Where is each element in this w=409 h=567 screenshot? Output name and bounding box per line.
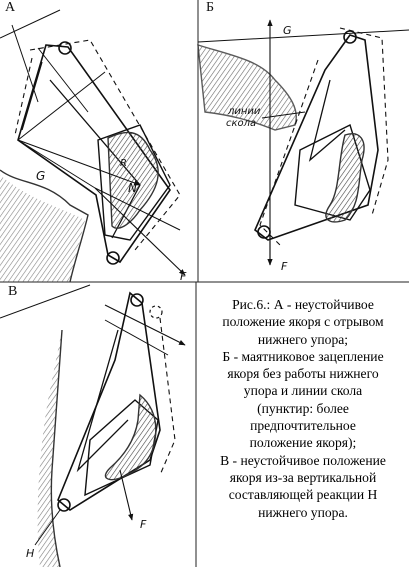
panel-c-label-f: F [140,518,147,531]
caption-line: предпочтительное [250,418,356,434]
panel-b-label-lines: линии [228,106,261,117]
panel-b-letter: Б [206,0,215,15]
figure-caption [200,296,406,521]
panel-a-label-g: G [36,169,46,183]
caption-line: нижнего упора; [257,331,349,347]
panel-c-drawing [0,285,185,567]
caption-line: В - неустойчивое положение [220,452,386,468]
panel-a-label-r: R [120,158,127,169]
caption-line: упора и линии скола [243,383,363,399]
caption-line: якоря из-за вертикальной [229,469,377,485]
caption-line: якоря без работы нижнего [227,366,379,382]
panel-a-drawing [0,10,185,282]
caption-line: положение якоря); [249,435,357,451]
panel-a-label-n: N [128,181,137,195]
panel-b-label-g: G [283,24,292,37]
panel-b-label-chip: скола [226,118,257,129]
caption-line: составляющей реакции H [228,487,378,503]
caption-line: (пунктир: более [257,400,349,416]
panel-a-label-f: F [180,270,187,283]
caption-line: Рис.6.: А - неустойчивое [232,297,374,312]
caption-line: нижнего упора. [258,504,348,520]
caption-line: положение якоря с отрывом [222,314,384,330]
panel-c-label-h: H [26,547,35,560]
caption-line: Б - маятниковое зацепление [222,348,384,364]
panel-b-label-f: F [281,260,288,273]
panel-a-letter: А [5,0,16,15]
panel-c-letter: В [8,284,18,299]
panel-b-drawing [198,20,409,265]
